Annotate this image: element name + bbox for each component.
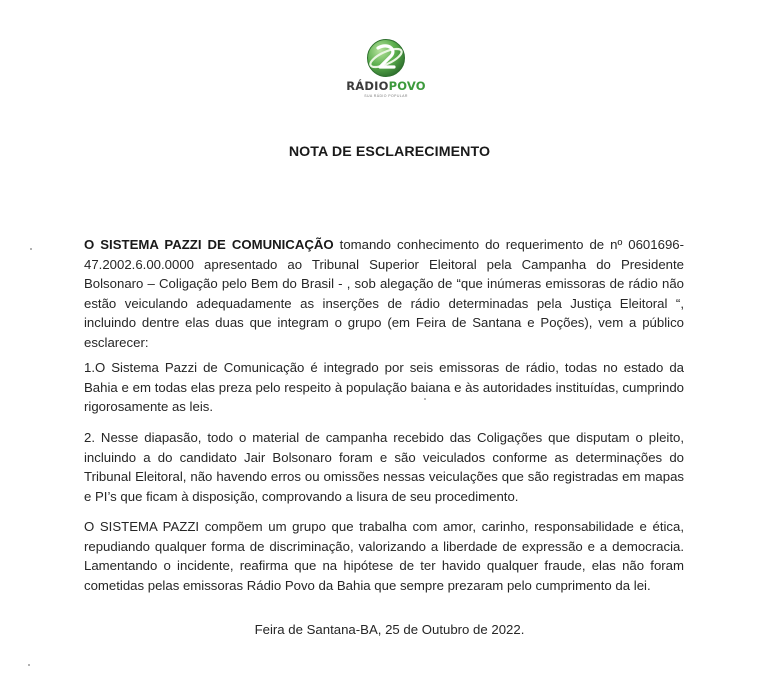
logo-tagline: SUA RÁDIO POPULAR	[364, 94, 408, 98]
paragraph-item-1: 1.O Sistema Pazzi de Comunicação é integrado por seis emissoras de rádio, todas no estado da Bahia e em todas elas preza pelo respeito à população baiana e às autoridades instituídas, cumprindo rigorosamente as leis.	[84, 360, 684, 414]
document-title: NOTA DE ESCLARECIMENTO	[288, 144, 491, 160]
paragraph-intro	[84, 235, 684, 352]
paragraph-closing: O SISTEMA PAZZI compõem um grupo que trabalha com amor, carinho, responsabilidade e ética, repudiando qualquer forma de discriminação, valorizando a liberdade de expressão e a democracia. Lamentando o incidente, reafirma que na hipótese de ter havido qualquer fraude, elas não foram cometidas pelas emissoras Rádio Povo da Bahia que sempre prezaram pelo cumprimento da lei.	[84, 519, 684, 593]
scan-speck	[30, 248, 32, 250]
paragraph-item-2: 2. Nesse diapasão, todo o material de campanha recebido das Coligações que disputam o pleito, incluindo a do candidato Jair Bolsonaro foram e são veiculados conforme as determinações do Tribunal Eleitoral, não havendo erros ou omissões nessas veiculações que são registradas em mapas e PI’s que ficam à disposição, comprovando a lisura de seu procedimento.	[84, 430, 684, 504]
scan-speck	[28, 664, 30, 666]
logo-word-povo: POVO	[388, 79, 426, 93]
radio-povo-logo	[336, 38, 436, 104]
logo-wordmark	[336, 80, 436, 92]
scan-speck	[424, 398, 426, 400]
logo-word-radio: RÁDIO	[346, 79, 389, 93]
radio-povo-emblem-icon	[366, 38, 406, 78]
company-name-lead: O SISTEMA PAZZI DE COMUNICAÇÃO	[84, 237, 334, 252]
dateline: Feira de Santana-BA, 25 de Outubro de 2022.	[254, 622, 525, 637]
paragraph-intro-text: tomando conhecimento do requerimento de nº 0601696-47.2002.6.00.0000 apresentado ao Tribunal Superior Eleitoral pela Campanha do Presidente Bolsonaro – Coligação pelo Bem do Brasil - , sob alegação de “que inúmeras emissoras de rádio não estão veiculando adequadamente as inserções de rádio determinadas pela Justiça Eleitoral “, incluindo dentre elas duas que integram o grupo (em Feira de Santana e Poções), vem a público esclarecer:	[84, 237, 684, 350]
